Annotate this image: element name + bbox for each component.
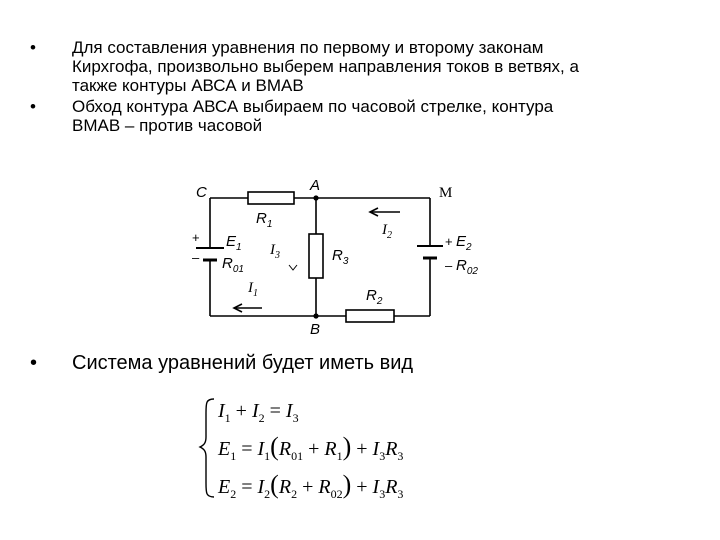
node-a-dot [313,195,318,200]
system-label: Система уравнений будет иметь вид [72,352,414,374]
label-r3: $R_3$ [332,247,349,267]
system-brace [200,399,214,497]
current-i3-arrowhead [289,265,297,270]
node-m-label: M [439,185,453,201]
e2-minus-sign: – [445,258,453,273]
node-b-dot [313,313,318,318]
resistor-r2 [346,310,394,322]
label-r2: $R_2$ [366,287,383,307]
label-i2: $I_2$ [382,222,392,241]
equation-2: $E_1 = I_1(R_{01} + R_1) + I_3R_3$ [218,432,404,463]
label-r02: $R_{02}$ [456,257,478,277]
bullet-line: также контуры АВСА и ВМАВ [72,76,304,95]
e1-plus-sign: + [192,230,200,245]
label-e1: $E_1$ [226,233,242,253]
bullet-item-traversal [28,97,688,135]
bullet-line: Обход контура АВСА выбираем по часовой стрелке, контура [72,97,554,116]
label-r01: $R_{01}$ [222,255,244,275]
label-i3: $I_3$ [270,242,280,261]
equation-system [196,393,476,503]
node-c-label: C [196,184,207,201]
label-i1: $I_1$ [248,280,258,299]
label-r1: $R_1$ [256,210,273,230]
resistor-r3 [309,234,323,278]
node-b-label: B [310,321,321,338]
bullet-line: Для составления уравнения по первому и второму законам [72,38,544,57]
bullet-item-kirchhoff [28,38,688,95]
node-a-label: A [310,177,321,194]
bullet-dot: • [30,38,36,57]
equation-3: $E_2 = I_2(R_2 + R_{02}) + I_3R_3$ [218,470,404,501]
bullet-dot: • [30,352,38,374]
system-bullet [30,352,413,375]
bullet-list [28,38,688,137]
e1-minus-sign: – [192,250,200,265]
bullet-line: Кирхгофа, произвольно выберем направления токов в ветвях, а [72,57,579,76]
e2-plus-sign: + [445,234,453,249]
bullet-line: ВМАВ – против часовой [72,116,263,135]
label-e2: $E_2$ [456,233,472,253]
circuit-diagram [182,172,494,340]
resistor-r1 [248,192,294,204]
equation-1: $I_1 + I_2 = I_3$ [218,400,299,425]
bullet-dot: • [30,97,36,116]
